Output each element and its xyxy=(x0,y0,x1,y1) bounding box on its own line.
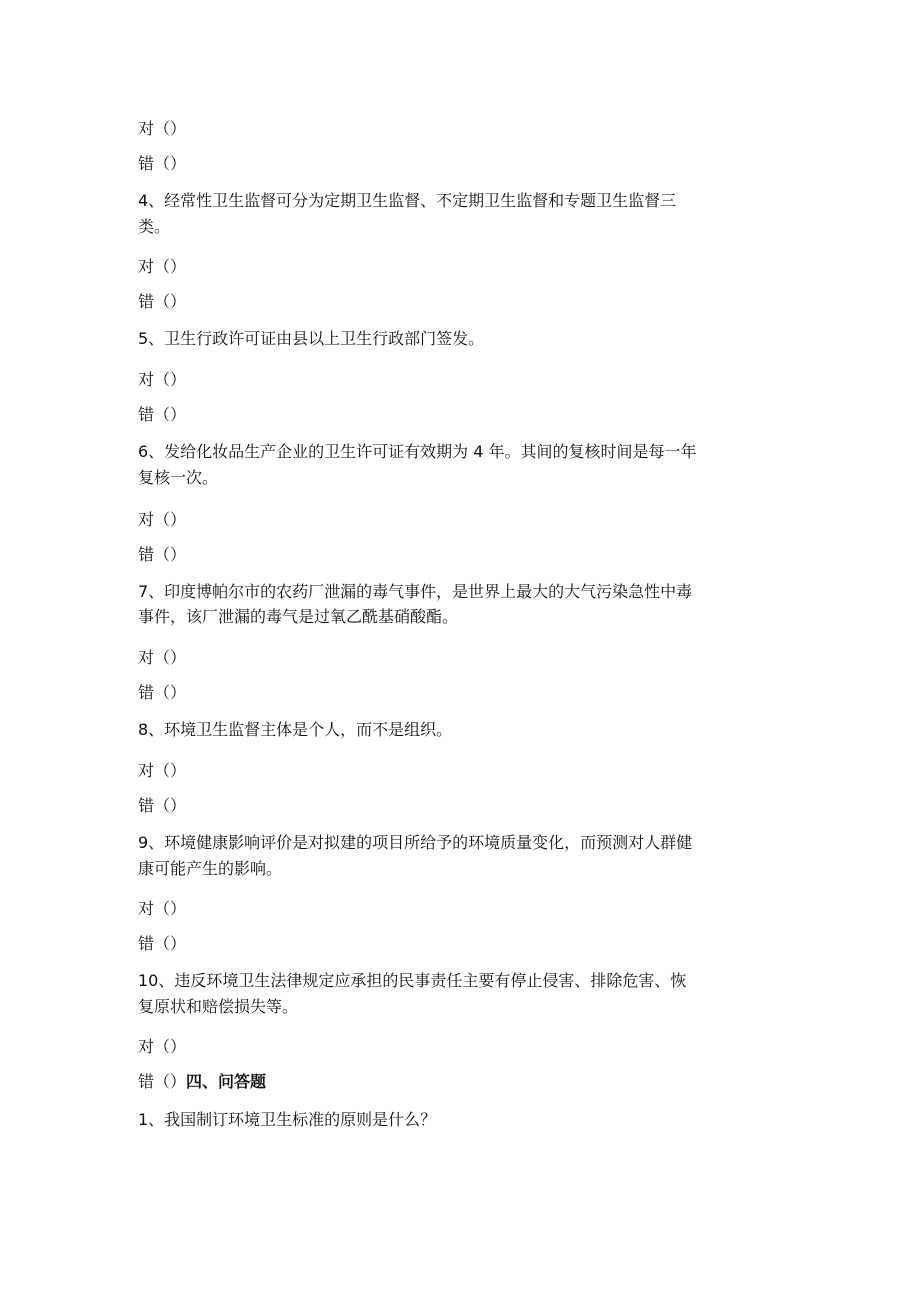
q4-text-line2: 类。 xyxy=(138,217,171,236)
q9-false-option: 错（） xyxy=(138,934,187,953)
q10-text-line1: 10、违反环境卫生法律规定应承担的民事责任主要有停止侵害、排除危害、恢 xyxy=(138,971,687,990)
q8-true-option: 对（） xyxy=(138,761,187,780)
q9-text-line2: 康可能产生的影响。 xyxy=(138,859,283,878)
q6-false-option: 错（） xyxy=(138,545,187,564)
essay-question-1: 1、我国制订环境卫生标准的原则是什么？ xyxy=(138,1110,437,1129)
q10-false-option-row xyxy=(138,1070,266,1094)
q8-false-option: 错（） xyxy=(138,796,187,815)
q7-false-option: 错（） xyxy=(138,683,187,702)
q5-false-option: 错（） xyxy=(138,405,187,424)
section-heading: 四、问答题 xyxy=(186,1072,267,1091)
q4-false-option: 错（） xyxy=(138,292,187,311)
q6-text-line2: 复核一次。 xyxy=(138,468,219,487)
q10-true-option: 对（） xyxy=(138,1037,187,1056)
q5-text-line1: 5、卫生行政许可证由县以上卫生行政部门签发。 xyxy=(138,329,485,348)
q4-text-line1: 4、经常性卫生监督可分为定期卫生监督、不定期卫生监督和专题卫生监督三 xyxy=(138,191,677,210)
q6-true-option: 对（） xyxy=(138,510,187,529)
q7-text-line2: 事件，该厂泄漏的毒气是过氧乙酰基硝酸酯。 xyxy=(138,607,459,626)
q6-text-line1: 6、发给化妆品生产企业的卫生许可证有效期为 4 年。其间的复核时间是每一年 xyxy=(138,442,697,461)
q3-false-option: 错（） xyxy=(138,154,187,173)
q7-true-option: 对（） xyxy=(138,648,187,667)
q9-text-line1: 9、环境健康影响评价是对拟建的项目所给予的环境质量变化，而预测对人群健 xyxy=(138,833,693,852)
q5-true-option: 对（） xyxy=(138,370,187,389)
q10-false-option: 错（） xyxy=(138,1072,187,1091)
q3-true-option: 对（） xyxy=(138,119,187,138)
q8-text-line1: 8、环境卫生监督主体是个人，而不是组织。 xyxy=(138,720,453,739)
q4-true-option: 对（） xyxy=(138,257,187,276)
q10-text-line2: 复原状和赔偿损失等。 xyxy=(138,997,299,1016)
q9-true-option: 对（） xyxy=(138,899,187,918)
q7-text-line1: 7、印度博帕尔市的农药厂泄漏的毒气事件，是世界上最大的大气污染急性中毒 xyxy=(138,582,693,601)
